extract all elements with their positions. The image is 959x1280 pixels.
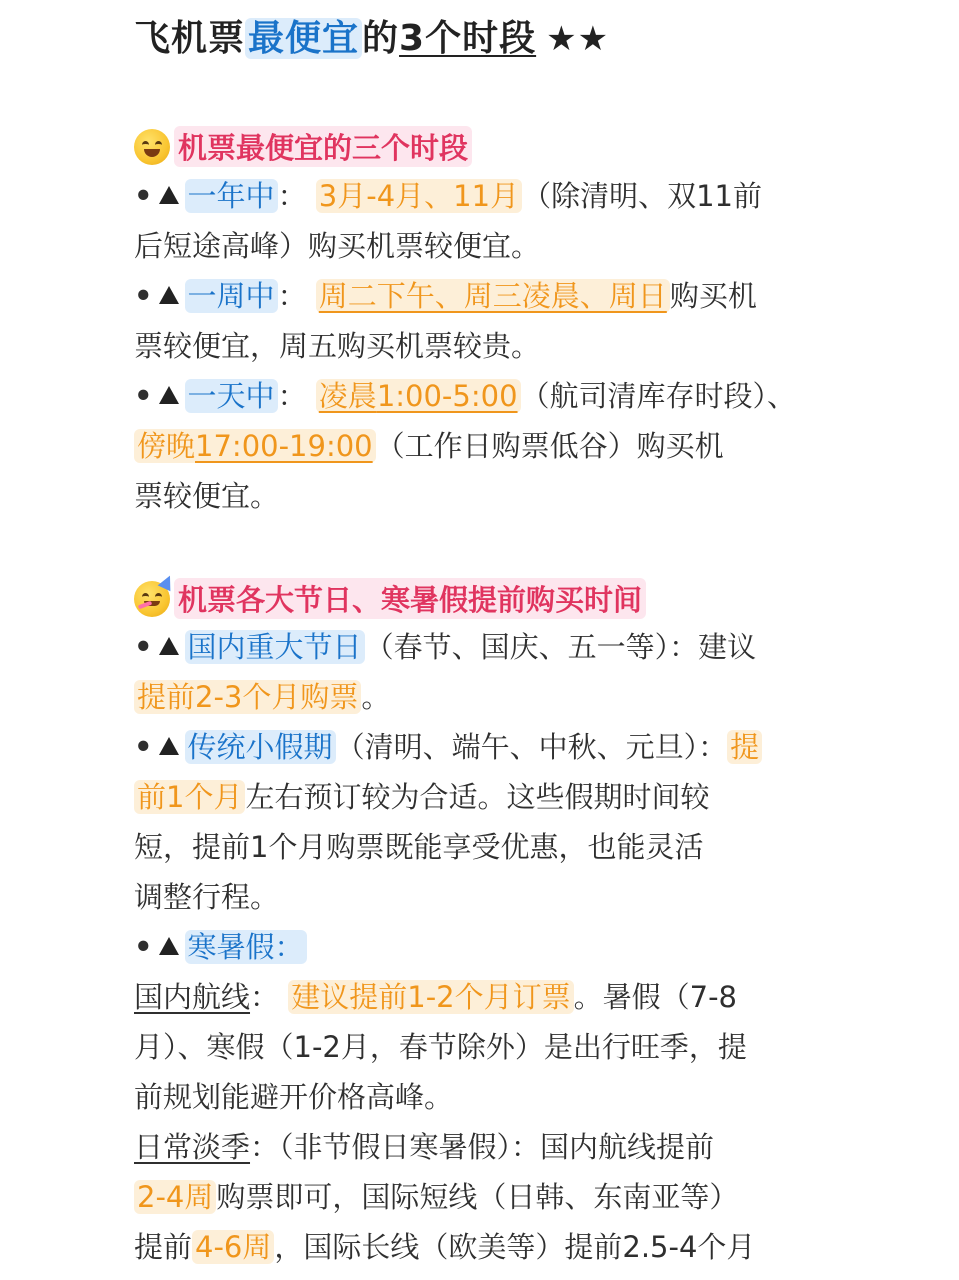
- title-middle: 的: [362, 18, 400, 59]
- triangle-icon: [159, 386, 179, 404]
- bullet-dot: •: [134, 630, 153, 664]
- sep: ：: [277, 179, 307, 213]
- rest: 提前: [134, 1230, 193, 1264]
- section1-heading-text: 机票最便宜的三个时段: [174, 126, 472, 167]
- value-week: 周二下午、周三凌晨、周日: [316, 279, 670, 313]
- rest: （除清明、双11前: [522, 179, 762, 213]
- domestic-value: 建议提前1-2个月订票: [288, 980, 573, 1014]
- rest: （航司清库存时段）、: [520, 379, 797, 413]
- triangle-icon: [159, 186, 179, 204]
- rest: 。暑假（7-8: [573, 980, 737, 1014]
- value-small-holiday-a: 提: [727, 730, 762, 764]
- section1-item-year: [134, 171, 834, 271]
- title-stars: ★★: [546, 19, 610, 59]
- rest-line: 票较便宜。: [134, 479, 280, 513]
- rest-line: 后短途高峰）购买机票较便宜。: [134, 229, 541, 263]
- rest-line: 前规划能避开价格高峰。: [134, 1080, 454, 1114]
- value-year: 3月-4月、11月: [316, 179, 522, 213]
- rest-line: 票较便宜，周五购买机票较贵。: [134, 329, 541, 363]
- triangle-icon: [159, 286, 179, 304]
- rest-line: 月）、寒假（1-2月，春节除外）是出行旺季，提: [134, 1030, 747, 1064]
- bullet-dot: •: [134, 730, 153, 764]
- rest-line: 调整行程。: [134, 880, 280, 914]
- value-day-b: 傍晚17:00-19:00: [134, 429, 376, 463]
- rest-line: 短，提前1个月购票既能享受优惠，也能灵活: [134, 830, 704, 864]
- rest: （春节、国庆、五一等）：建议: [364, 630, 757, 664]
- label-day: 一天中: [185, 379, 278, 413]
- value-small-holiday-b: 前1个月: [134, 780, 245, 814]
- triangle-icon: [159, 737, 179, 755]
- bullet-dot: •: [134, 279, 153, 313]
- label-vacation: 寒暑假：: [185, 930, 307, 964]
- section1-item-day: [134, 371, 834, 521]
- section1-heading: [134, 126, 472, 167]
- page-title: [134, 10, 609, 61]
- offseason-value2: 4-6周: [192, 1230, 274, 1264]
- rest: （清明、端午、中秋、元旦）：: [335, 730, 728, 764]
- offseason-value1: 2-4周: [134, 1180, 216, 1214]
- rest: 购买机: [669, 279, 757, 313]
- label-week: 一周中: [185, 279, 278, 313]
- section1-item-week: [134, 271, 834, 371]
- sep: ：: [250, 980, 280, 1014]
- label-small-holiday: 传统小假期: [185, 730, 336, 764]
- bullet-dot: •: [134, 379, 153, 413]
- value-holiday: 提前2-3个月购票: [134, 680, 361, 714]
- rest: ，国际长线（欧美等）提前2.5-4个月: [274, 1230, 756, 1264]
- title-highlight: 最便宜: [245, 18, 362, 59]
- rest: （工作日购票低谷）购买机: [375, 429, 724, 463]
- rest: ：（非节假日寒暑假）：国内航线提前: [250, 1130, 715, 1164]
- title-underlined: 3个时段: [399, 18, 537, 59]
- section2-item-vacation: [134, 922, 834, 1272]
- sep: ：: [277, 379, 307, 413]
- rest: 购票即可，国际短线（日韩、东南亚等）: [216, 1180, 739, 1214]
- triangle-icon: [159, 637, 179, 655]
- label-year: 一年中: [185, 179, 278, 213]
- section2-item-small-holiday: [134, 722, 834, 922]
- star-struck-emoji-icon: [134, 129, 170, 165]
- section2-item-holiday: [134, 622, 834, 722]
- bullet-dot: •: [134, 179, 153, 213]
- bullet-dot: •: [134, 930, 153, 964]
- label-holiday: 国内重大节日: [185, 630, 365, 664]
- section2-heading: [134, 578, 646, 619]
- end: 。: [361, 680, 391, 714]
- title-prefix: 飞机票: [134, 18, 246, 59]
- domestic-label: 国内航线: [134, 980, 251, 1014]
- value-day-a: 凌晨1:00-5:00: [316, 379, 521, 413]
- section2-heading-text: 机票各大节日、寒暑假提前购买时间: [174, 578, 646, 619]
- party-face-emoji-icon: [134, 581, 170, 617]
- offseason-label: 日常淡季: [134, 1130, 251, 1164]
- rest: 左右预订较为合适。这些假期时间较: [245, 780, 710, 814]
- triangle-icon: [159, 937, 179, 955]
- sep: ：: [277, 279, 307, 313]
